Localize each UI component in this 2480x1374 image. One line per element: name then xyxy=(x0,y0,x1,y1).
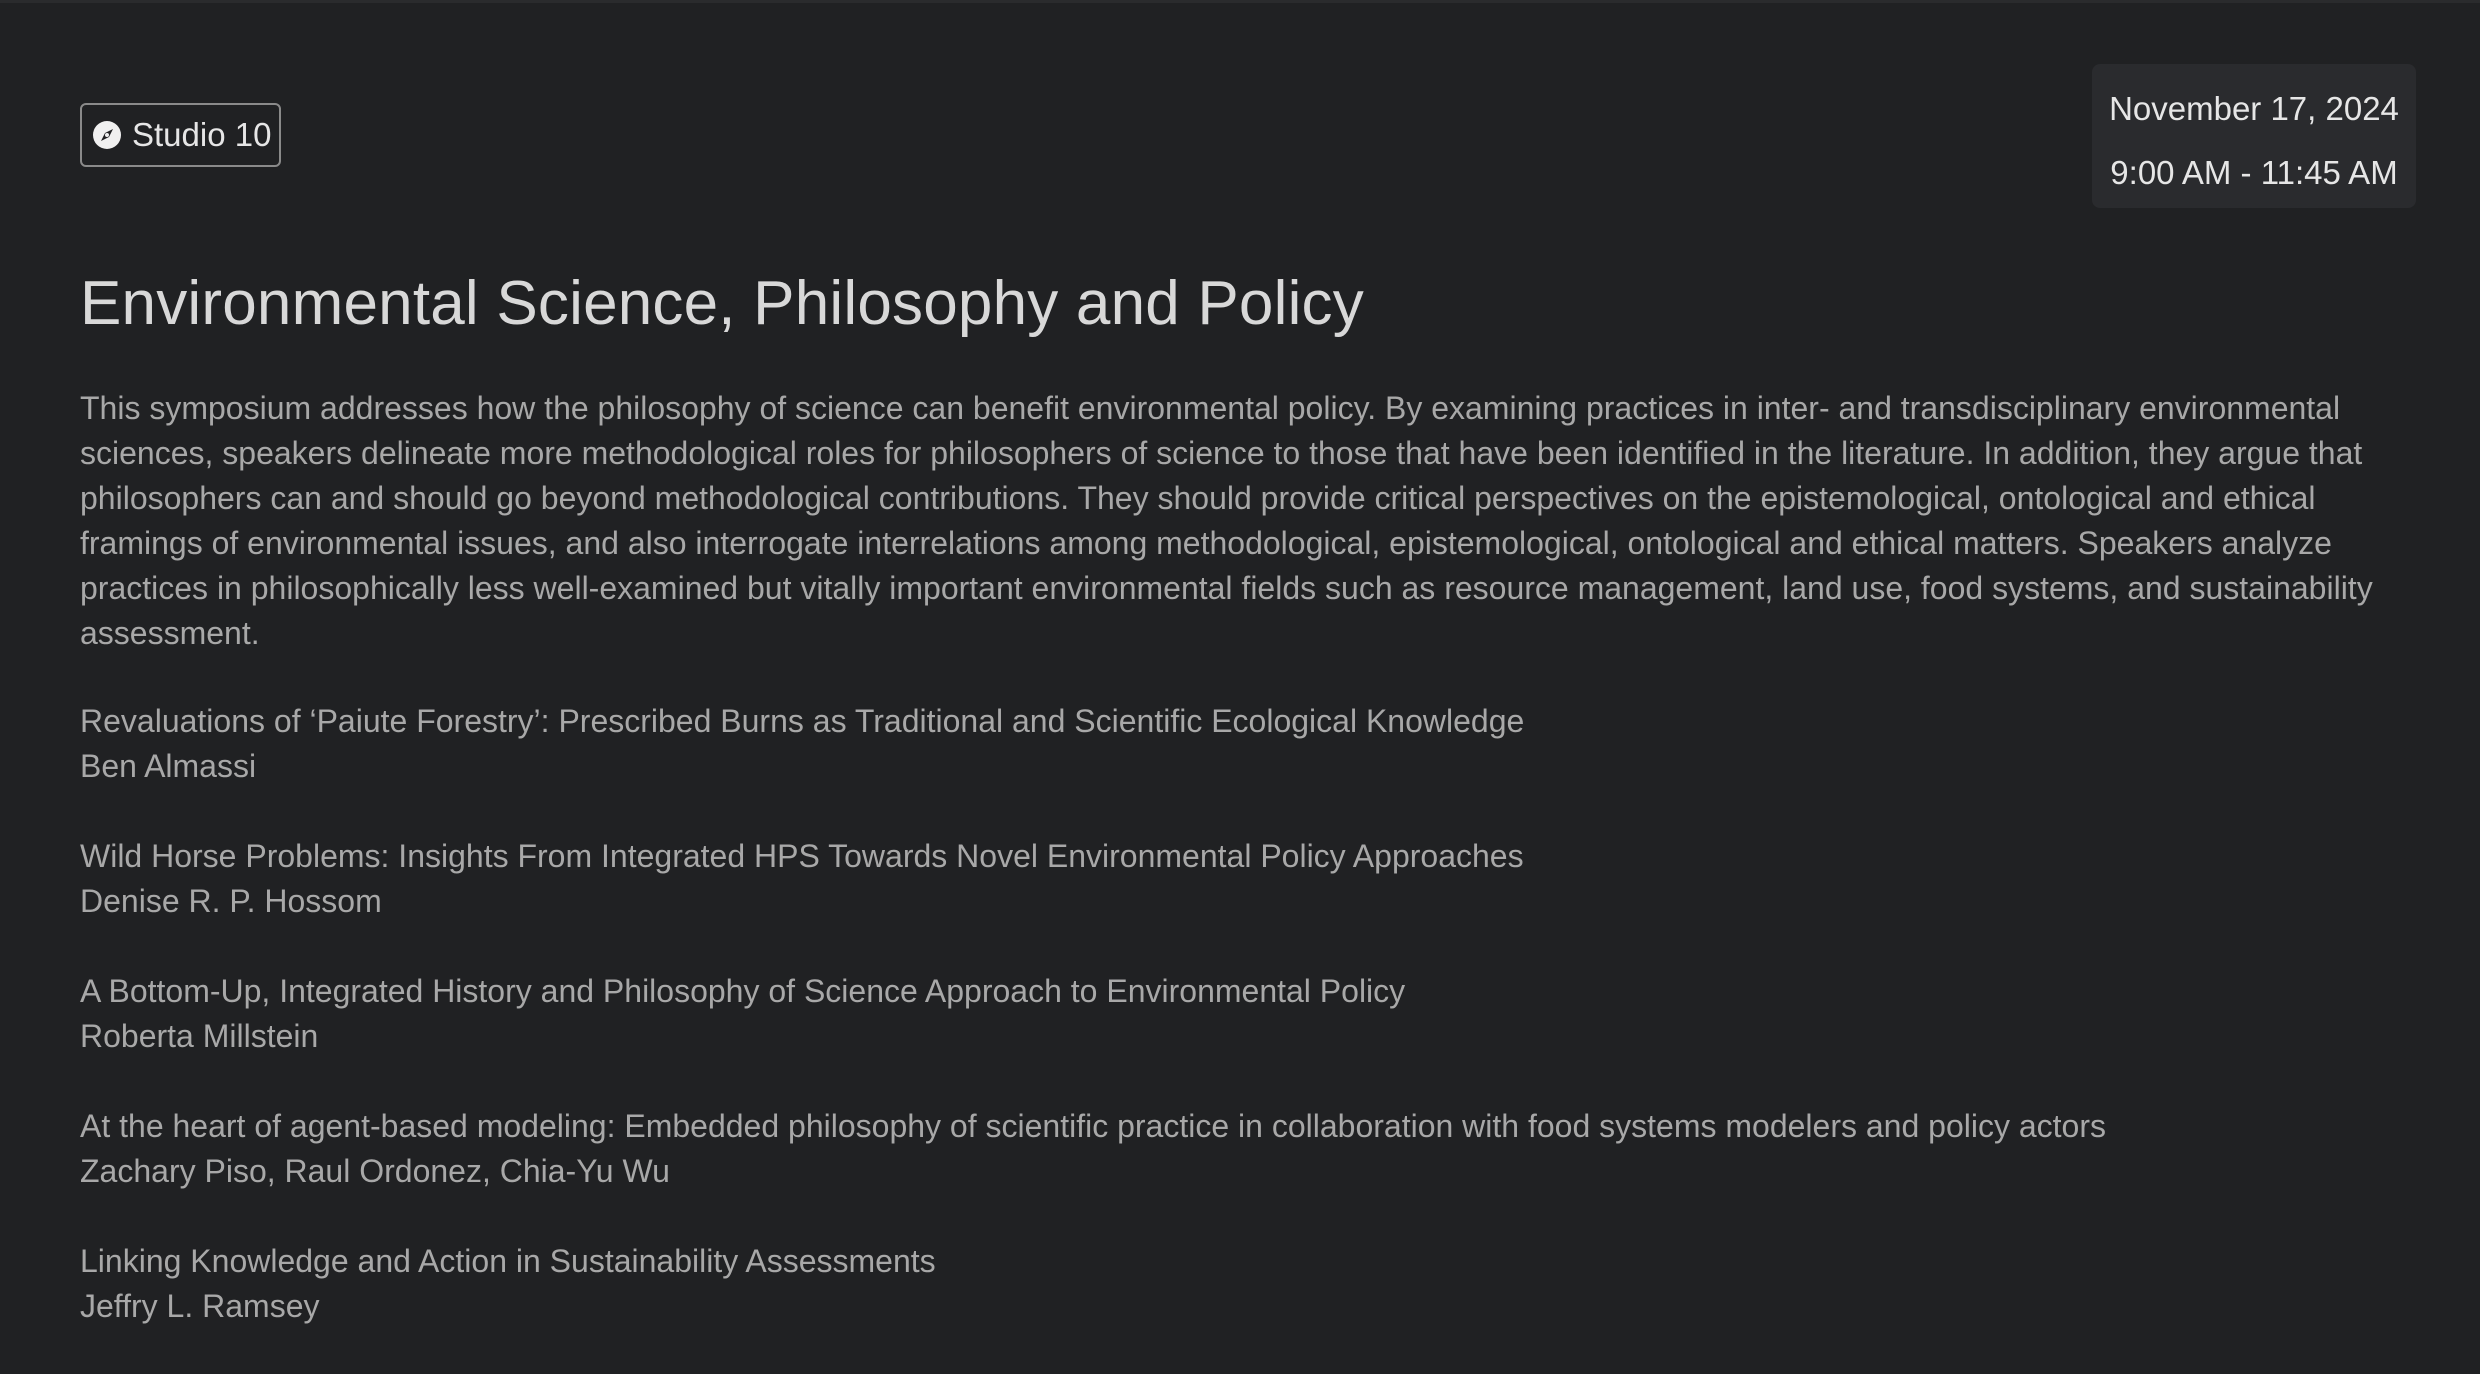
session-date: November 17, 2024 xyxy=(2109,90,2399,127)
location-label: Studio 10 xyxy=(132,116,272,153)
talk-authors: Jeffry L. Ramsey xyxy=(80,1288,320,1324)
talk-authors: Zachary Piso, Raul Ordonez, Chia-Yu Wu xyxy=(80,1153,670,1189)
talk-title: A Bottom-Up, Integrated History and Philosophy of Science Approach to Environmental Policy xyxy=(80,973,1406,1009)
talk-item xyxy=(80,1104,2420,1194)
session-description: This symposium addresses how the philosophy of science can benefit environmental policy. By examining practices in inter- and transdisciplinary environmental sciences, speakers delineate more methodological roles for philosophers of science to those that have been identified in the literature. In addition, they argue that philosophers can and should go beyond methodological contributions. They should provide critical perspectives on the epistemological, ontological and ethical framings of environmental issues, and also interrogate interrelations among methodological, epistemological, ontological and ethical matters. Speakers analyze practices in philosophically less well-examined but vitally important environmental fields such as resource management, land use, food systems, and sustainability assessment. xyxy=(80,390,2373,651)
schedule-box xyxy=(2092,64,2416,208)
talk-list xyxy=(80,699,2420,1374)
talk-authors: Ben Almassi xyxy=(80,748,257,784)
talk-item xyxy=(80,969,2420,1059)
talk-authors: Denise R. P. Hossom xyxy=(80,883,382,919)
session-time: 9:00 AM - 11:45 AM xyxy=(2110,154,2398,191)
compass-icon xyxy=(92,120,122,150)
top-border xyxy=(0,0,2480,3)
session-title: Environmental Science, Philosophy and Policy xyxy=(80,269,1364,338)
talk-title: Revaluations of ‘Paiute Forestry’: Prescribed Burns as Traditional and Scientific Ecological Knowledge xyxy=(80,703,1525,739)
talk-title: Wild Horse Problems: Insights From Integrated HPS Towards Novel Environmental Policy Approaches xyxy=(80,838,1524,874)
talk-authors: Roberta Millstein xyxy=(80,1018,319,1054)
location-badge[interactable] xyxy=(80,103,281,167)
talk-item xyxy=(80,699,2420,789)
talk-item xyxy=(80,834,2420,924)
talk-title: Linking Knowledge and Action in Sustainability Assessments xyxy=(80,1243,936,1279)
talk-item xyxy=(80,1239,2420,1329)
talk-title: At the heart of agent-based modeling: Embedded philosophy of scientific practice in collaboration with food systems modelers and policy actors xyxy=(80,1108,2106,1144)
